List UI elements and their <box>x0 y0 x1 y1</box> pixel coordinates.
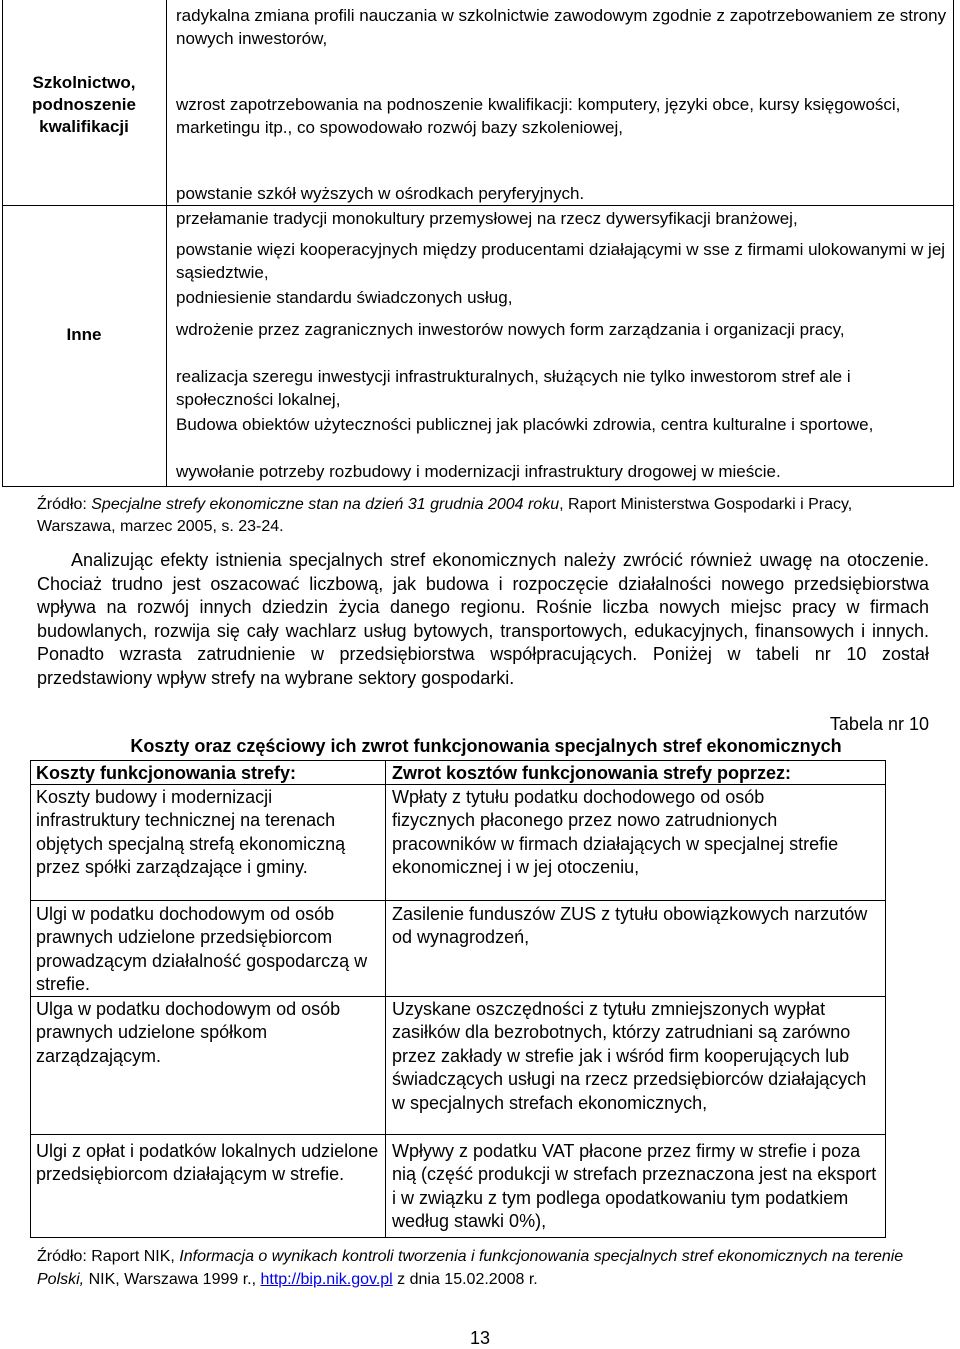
table-cell-cost-4: Ulgi z opłat i podatków lokalnych udzielone przedsiębiorcom działającym w strefie. <box>36 1141 379 1185</box>
table-row-divider <box>30 1134 886 1135</box>
row-label-education: Szkolnictwo, podnoszenie kwalifikacji <box>32 73 136 136</box>
costs-table <box>30 760 886 1238</box>
table-border-bottom <box>30 1237 886 1238</box>
table-title: Koszty oraz częściowy ich zwrot funkcjonowania specjalnych stref ekonomicznych <box>130 736 842 756</box>
table-cell-education-item-1: radykalna zmiana profili nauczania w szkolnictwie zawodowym zgodnie z zapotrzebowaniem ze strony nowych inwestorów, <box>176 6 947 48</box>
body-paragraph: Analizując efekty istnienia specjalnych stref ekonomicznych należy zwrócić również uwagę na otoczenie. Chociaż trudno jest oszacować liczbową, jak budowa i rozpoczęcie działalności nowego przedsiębiorstwa wpływa na rozwój innych dziedzin życia danego regionu. Rośnie liczba nowych miejsc pracy w firmach budowlanych, rozwija się cały wachlarz usług bytowych, transportowych, edukacyjnych, finansowych i innych. Ponadto wzrasta zatrudnienie w przedsiębiorstwa współpracujących. Poniżej w tabeli nr 10 został przedstawiony wpływ strefy na wybrane sektory gospodarki. <box>37 550 929 688</box>
effects-table <box>2 0 954 487</box>
source-details: NIK, Warszawa 1999 r., <box>84 1271 261 1288</box>
row-label-other: Inne <box>66 325 102 344</box>
table-cell-other-item-6: Budowa obiektów użyteczności publicznej jak placówki zdrowia, centra kulturalne i sportowe, <box>176 415 874 434</box>
source-link[interactable]: http://bip.nik.gov.pl <box>260 1271 393 1288</box>
table-border-left <box>30 760 31 1238</box>
table-cell-education-item-2: wzrost zapotrzebowania na podnoszenie kwalifikacji: komputery, języki obce, kursy księgowości, marketingu itp., co spowodowało rozwój bazy szkoleniowej, <box>176 95 901 137</box>
table-row-divider <box>30 900 886 901</box>
table-border-right <box>885 760 886 1238</box>
column-header-refund: Zwrot kosztów funkcjonowania strefy poprzez: <box>392 763 792 783</box>
table-cell-refund-2: Zasilenie funduszów ZUS z tytułu obowiązkowych narzutów od wynagrodzeń, <box>392 904 868 948</box>
source-title: Specjalne strefy ekonomiczne stan na dzień 31 grudnia 2004 roku <box>91 496 560 513</box>
table-row-divider <box>2 205 954 206</box>
table-border-right <box>953 0 954 487</box>
table-cell-other-item-1: przełamanie tradycji monokultury przemysłowej na rzecz dywersyfikacji branżowej, <box>176 209 798 228</box>
source-note-2 <box>37 1245 937 1291</box>
table-cell-refund-1: Wpłaty z tytułu podatku dochodowego od osób fizycznych płaconego przez nowo zatrudnionych pracowników w firmach działających w specjalnej strefie ekonomicznej i w jej otoczeniu, <box>392 787 839 878</box>
page-number: 13 <box>469 1328 491 1348</box>
table-column-divider <box>166 0 167 487</box>
source-prefix: Źródło: <box>37 496 92 513</box>
table-cell-cost-3: Ulga w podatku dochodowym od osób prawnych udzielone spółkom zarządzającym. <box>36 999 341 1066</box>
table-cell-refund-4: Wpływy z podatku VAT płacone przez firmy w strefie i poza nią (część produkcji w strefach przeznaczona jest na eksport i w związku z tym podlega opodatkowaniu tym podatkiem według stawki 0%), <box>392 1141 877 1232</box>
source-title: Informacja o wynikach kontroli tworzenia i funkcjonowania specjalnych stref ekonomicznych na terenie Polski, <box>37 1248 904 1288</box>
table-cell-other-item-7: wywołanie potrzeby rozbudowy i modernizacji infrastruktury drogowej w mieście. <box>176 462 781 481</box>
table-column-divider <box>385 760 386 1238</box>
source-date: z dnia 15.02.2008 r. <box>392 1271 538 1288</box>
column-header-costs: Koszty funkcjonowania strefy: <box>36 763 297 783</box>
source-details: , Raport Ministerstwa Gospodarki i Pracy, Warszawa, marzec 2005, s. 23-24. <box>37 496 853 535</box>
table-cell-other-item-2: powstanie więzi kooperacyjnych między producentami działającymi w sse z firmami ulokowanymi w jej sąsiedztwie, <box>176 240 946 282</box>
table-border-top <box>30 760 886 761</box>
table-cell-cost-2: Ulgi w podatku dochodowym od osób prawnych udzielone przedsiębiorcom prowadzącym działalność gospodarczą w strefie. <box>36 904 368 995</box>
table-border-bottom <box>2 486 954 487</box>
table-cell-cost-1: Koszty budowy i modernizacji infrastruktury technicznej na terenach objętych specjalną strefą ekonomiczną przez spółki zarządzające i gminy. <box>36 787 346 878</box>
table-cell-other-item-5: realizacja szeregu inwestycji infrastrukturalnych, służących nie tylko inwestorom stref ale i społeczności lokalnej, <box>176 367 851 409</box>
table-number: Tabela nr 10 <box>829 714 929 734</box>
table-cell-refund-3: Uzyskane oszczędności z tytułu zmniejszonych wypłat zasiłków dla bezrobotnych, którzy zatrudniani są zarówno przez zakłady w strefie jak i wśród firm kooperujących lub świadczących usługi na rzecz przedsiębiorców działających w specjalnych strefach ekonomicznych, <box>392 999 867 1113</box>
table-cell-education-item-3: powstanie szkół wyższych w ośrodkach peryferyjnych. <box>176 184 585 203</box>
table-cell-other-item-3: podniesienie standardu świadczonych usług, <box>176 288 513 307</box>
source-note-1 <box>37 494 932 538</box>
source-prefix: Źródło: Raport NIK, <box>37 1248 180 1265</box>
table-cell-other-item-4: wdrożenie przez zagranicznych inwestorów nowych form zarządzania i organizacji pracy, <box>176 320 845 339</box>
